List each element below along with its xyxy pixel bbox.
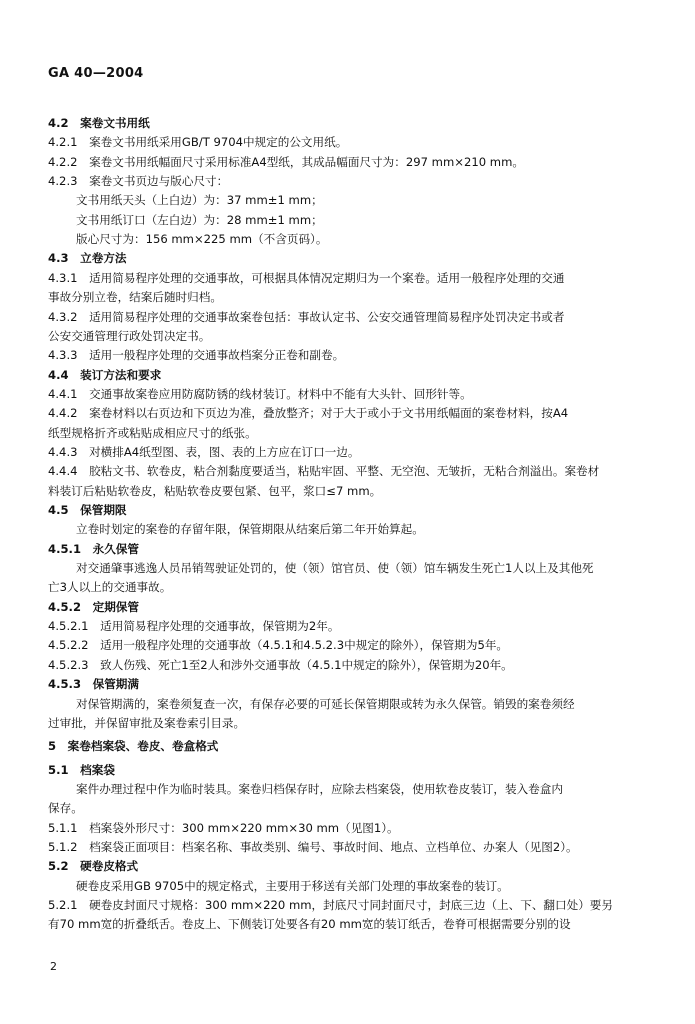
page-number: 2 (50, 960, 57, 973)
section-heading: 4.2 案卷文书用纸 (48, 116, 150, 130)
body-text-line: 5.1.1 档案袋外形尺寸：300 mm×220 mm×30 mm（见图1）。 (48, 820, 399, 835)
body-text-line: 4.5.2.2 适用一般程序处理的交通事故（4.5.1和4.5.2.3中规定的除外），保管期为5年。 (48, 638, 509, 653)
section-heading: 4.3 立卷方法 (48, 251, 127, 266)
body-text-line: 料装订后粘贴软卷皮，粘贴软卷皮要包紧、包平，浆口≤7 mm。 (48, 483, 382, 498)
body-text-line: 文书用纸天头（上白边）为：37 mm±1 mm； (76, 193, 323, 208)
body-text-line: 4.2.2 案卷文书用纸幅面尺寸采用标准A4型纸，其成品幅面尺寸为：297 mm×210 mm。 (48, 154, 524, 169)
body-text-line: 4.4.4 胶粘文书、软卷皮，粘合剂黏度要适当，粘贴牢固、平整、无空泡、无皱折，无粘合剂溢出。案卷材 (48, 464, 600, 479)
section-heading: 4.5.3 保管期满 (48, 677, 139, 692)
section-heading: 4.5.2 定期保管 (48, 599, 139, 614)
body-text-line: 4.5.2.1 适用简易程序处理的交通事故，保管期为2年。 (48, 619, 340, 634)
body-text-line: 5.1.2 档案袋正面项目：档案名称、事故类别、编号、事故时间、地点、立档单位、办案人（见图2）。 (48, 839, 578, 854)
body-text-line: 公安交通管理行政处罚决定书。 (48, 328, 211, 343)
section-heading: 4.5 保管期限 (48, 503, 127, 517)
body-text-line: 4.4.2 案卷材料以右页边和下页边为准，叠放整齐；对于大于或小于文书用纸幅面的案卷材料，按A4 (48, 406, 569, 421)
section-heading: 4.4 装订方法和要求 (48, 367, 162, 382)
body-text-line: 案件办理过程中作为临时装具。案卷归档保存时，应除去档案袋，使用软卷皮装订，装入卷盒内 (76, 781, 563, 796)
body-text-line: 4.2.1 案卷文书用纸采用GB/T 9704中规定的公文用纸。 (48, 135, 348, 150)
standard-header: GA 40—2004 (48, 66, 144, 81)
body-text-line: 4.5.2.3 致人伤残、死亡1至2人和涉外交通事故（4.5.1中规定的除外），保管期为20年。 (48, 657, 513, 672)
body-text-line: 4.4.3 对横排A4纸型图、表，图、表的上方应在订口一边。 (48, 444, 360, 459)
body-text-line: 4.3.2 适用简易程序处理的交通事故案卷包括：事故认定书、公安交通管理简易程序处罚决定书或者 (48, 309, 565, 324)
body-text-line: 4.4.1 交通事故案卷应用防腐防锈的线材装订。材料中不能有大头针、回形针等。 (48, 386, 472, 401)
body-text-line: 5.2.1 硬卷皮封面尺寸规格：300 mm×220 mm，封底尺寸同封面尺寸，封底三边（上、下、翻口处）要另 (48, 898, 613, 912)
body-text-line: 亡3人以上的交通事故。 (48, 580, 172, 595)
section-heading: 5.1 档案袋 (48, 762, 115, 777)
body-text-line: 立卷时划定的案卷的存留年限，保管期限从结案后第二年开始算起。 (76, 522, 424, 537)
body-text-line: 对交通肇事逃逸人员吊销驾驶证处罚的，使（领）馆官员、使（领）馆车辆发生死亡1人以上及其他死 (76, 561, 594, 576)
body-text-line: 事故分别立卷，结案后随时归档。 (48, 290, 222, 305)
body-text-line: 文书用纸订口（左白边）为：28 mm±1 mm； (76, 212, 323, 227)
body-text-line: 保存。 (48, 801, 83, 816)
body-text-line: 4.2.3 案卷文书页边与版心尺寸： (48, 174, 229, 189)
body-text-line: 过审批，并保留审批及案卷索引目录。 (48, 715, 246, 730)
section-heading: 5 案卷档案袋、卷皮、卷盒格式 (48, 739, 219, 754)
body-text-line: 纸型规格折齐或粘贴成相应尺寸的纸张。 (48, 425, 257, 440)
section-heading: 4.5.1 永久保管 (48, 541, 139, 556)
body-text-line: 4.3.3 适用一般程序处理的交通事故档案分正卷和副卷。 (48, 348, 345, 363)
body-text-line: 对保管期满的，案卷须复查一次，有保存必要的可延长保管期限或转为永久保管。销毁的案卷须经 (76, 696, 575, 711)
body-text-line: 有70 mm宽的折叠纸舌。卷皮上、下侧装订处要各有20 mm宽的装订纸舌，卷脊可根据需要分别的设 (48, 917, 571, 932)
body-text-line: 硬卷皮采用GB 9705中的规定格式，主要用于移送有关部门处理的事故案卷的装订。 (76, 878, 509, 893)
body-text-line: 4.3.1 适用简易程序处理的交通事故，可根据具体情况定期归为一个案卷。适用一般程序处理的交通 (48, 270, 565, 285)
section-heading: 5.2 硬卷皮格式 (48, 859, 139, 874)
body-text-line: 版心尺寸为：156 mm×225 mm（不含页码）。 (76, 232, 328, 247)
